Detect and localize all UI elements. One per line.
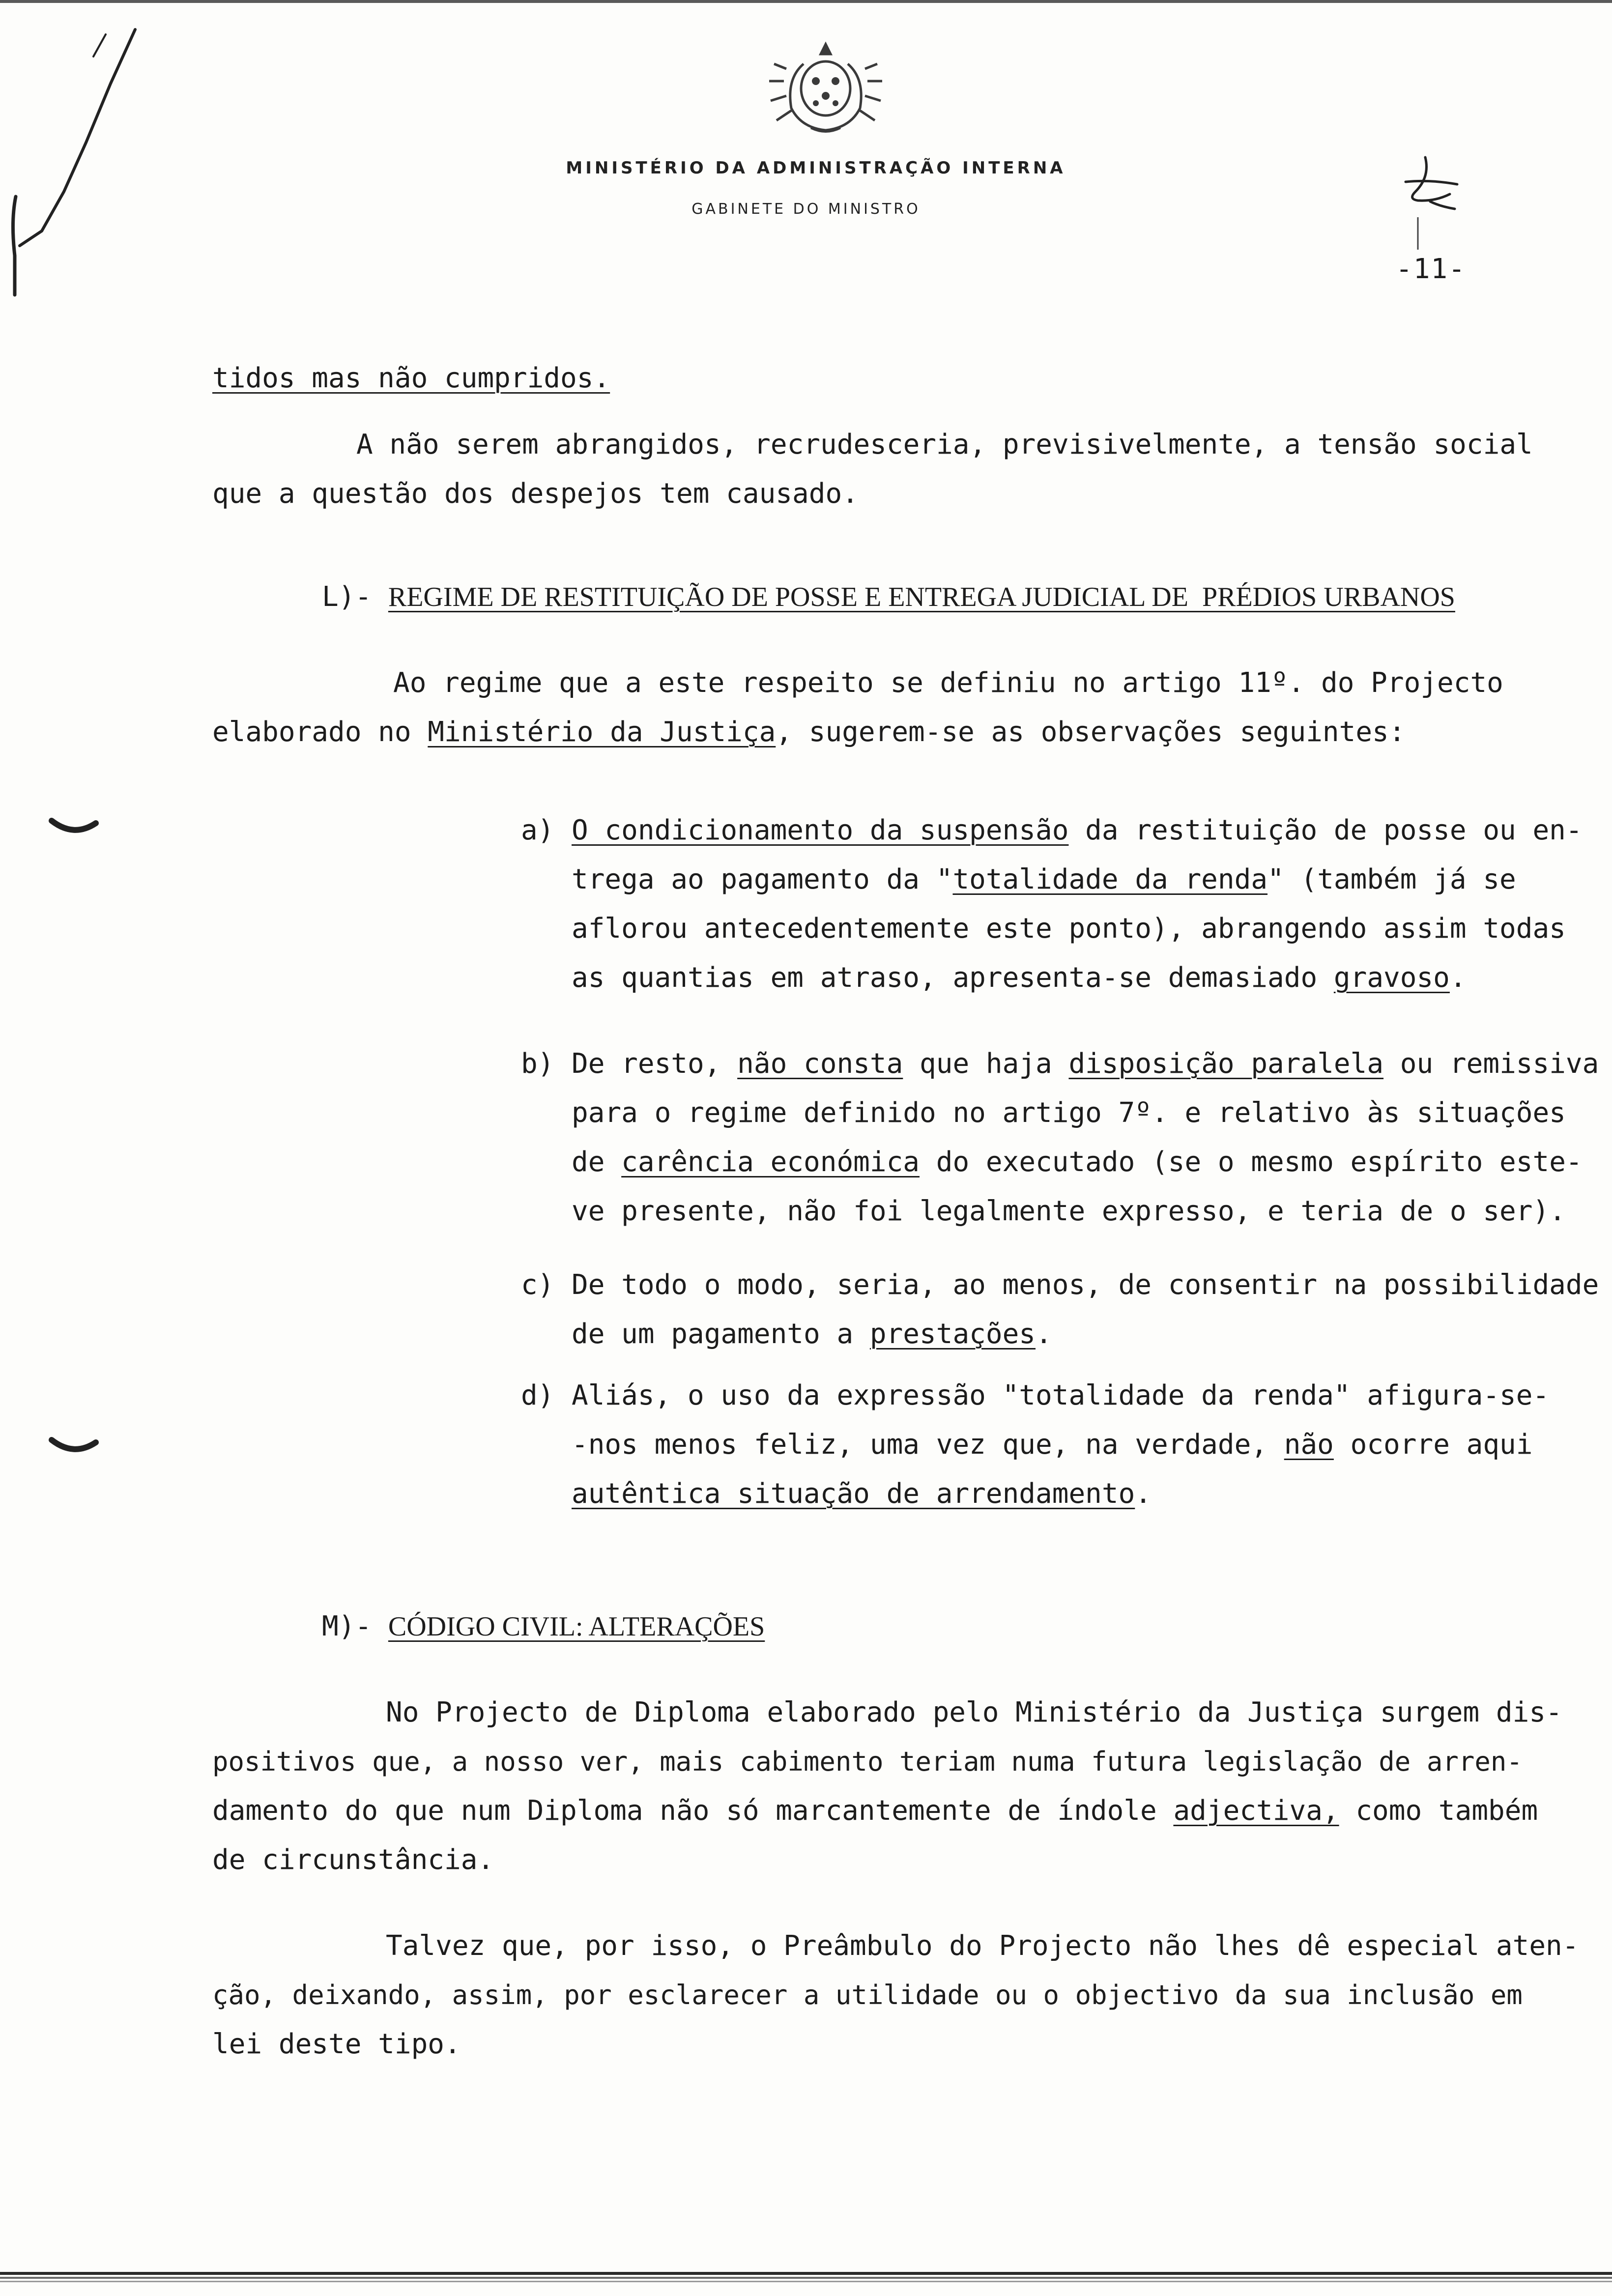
underlined-run: adjectiva, <box>1173 1795 1339 1827</box>
item-b-marker: b) <box>521 1048 554 1080</box>
item-d-marker: d) <box>521 1379 554 1411</box>
underlined-run: O condicionamento da suspensão <box>572 814 1069 846</box>
item-a-line1 <box>572 806 1583 855</box>
item-c-line1: De todo o modo, seria, ao menos, de consentir na possibilidade <box>572 1269 1599 1301</box>
text-run: , sugerem-se as observações seguintes: <box>776 716 1406 748</box>
underlined-run: não consta <box>737 1048 903 1080</box>
text-run: de um pagamento a <box>572 1318 870 1350</box>
item-c-marker: c) <box>521 1269 554 1301</box>
item-d-line1: Aliás, o uso da expressão "totalidade da renda" afigura-se- <box>572 1379 1550 1411</box>
item-a-line2 <box>572 855 1516 904</box>
coat-of-arms-icon <box>757 34 894 138</box>
continuation-line <box>212 354 610 403</box>
text-run: trega ao pagamento da " <box>572 863 953 895</box>
text-run: elaborado no <box>212 716 428 748</box>
section-m-para2-line1: Talvez que, por isso, o Preâmbulo do Projecto não lhes dê especial aten- <box>386 1930 1579 1962</box>
text-run: da restituição de posse ou en- <box>1068 814 1583 846</box>
underlined-run: carência económica <box>621 1146 920 1178</box>
text-run: . <box>1449 962 1467 994</box>
section-l-intro-line2 <box>212 708 1405 757</box>
underlined-run: gravoso <box>1333 962 1450 994</box>
item-a-marker: a) <box>521 814 554 846</box>
item-b-line3 <box>572 1138 1583 1187</box>
text-run: damento do que num Diploma não só marcantemente de índole <box>212 1795 1174 1827</box>
item-b-line2: para o regime definido no artigo 7º. e relativo às situações <box>572 1097 1566 1129</box>
section-l-heading <box>322 573 1455 622</box>
section-m-title: CÓDIGO CIVIL: ALTERAÇÕES <box>388 1611 765 1642</box>
item-b-line4: ve presente, não foi legalmente expresso, e teria de o ser). <box>572 1195 1566 1227</box>
text-run: . <box>1135 1478 1152 1510</box>
section-l-title: REGIME DE RESTITUIÇÃO DE POSSE E ENTREGA JUDICIAL DE PRÉDIOS URBANOS <box>388 582 1455 612</box>
page-number: -11- <box>1396 253 1466 285</box>
ministry-header: MINISTÉRIO DA ADMINISTRAÇÃO INTERNA <box>566 158 1066 178</box>
text-run: que haja <box>903 1048 1069 1080</box>
underlined-run: não <box>1284 1429 1334 1461</box>
text-run: ou remissiva <box>1383 1048 1599 1080</box>
text-run: ocorre aqui <box>1333 1429 1533 1461</box>
section-l-marker: L)- <box>322 581 372 613</box>
section-m-para1-line4: de circunstância. <box>212 1844 494 1876</box>
text-run: como também <box>1339 1795 1538 1827</box>
underlined-run: totalidade da renda <box>952 863 1268 895</box>
item-b-line1 <box>572 1039 1599 1089</box>
item-a-line4 <box>572 953 1467 1003</box>
text-run: do executado (se o mesmo espírito este- <box>920 1146 1583 1178</box>
para1-line1: A não serem abrangidos, recrudesceria, previsivelmente, a tensão social <box>356 429 1533 460</box>
text-run: De resto, <box>572 1048 738 1080</box>
item-d-line2 <box>572 1420 1532 1469</box>
cabinet-header: GABINETE DO MINISTRO <box>691 201 921 218</box>
section-m-para1-line1: No Projecto de Diploma elaborado pelo Ministério da Justiça surgem dis- <box>386 1696 1562 1728</box>
text-run: . <box>1036 1318 1052 1350</box>
para1-line2: que a questão dos despejos tem causado. <box>212 478 859 510</box>
section-m-heading <box>322 1602 765 1651</box>
margin-marks <box>0 0 157 2296</box>
handwritten-initial-icon <box>1396 147 1465 216</box>
handwritten-tick-icon <box>1415 216 1420 251</box>
continuation-text: tidos mas não cumpridos. <box>212 362 610 394</box>
section-l-intro-line1: Ao regime que a este respeito se definiu no artigo 11º. do Projecto <box>393 667 1503 699</box>
text-run: -nos menos feliz, uma vez que, na verdade, <box>572 1429 1284 1461</box>
item-d-line3 <box>572 1469 1151 1519</box>
item-a-line3: aflorou antecedentemente este ponto), abrangendo assim todas <box>572 913 1566 945</box>
underlined-run: disposição paralela <box>1068 1048 1384 1080</box>
text-run: as quantias em atraso, apresenta-se demasiado <box>572 962 1334 994</box>
item-c-line2 <box>572 1310 1052 1359</box>
section-m-para2-line2: ção, deixando, assim, por esclarecer a utilidade ou o objectivo da sua inclusão em <box>212 1980 1523 2010</box>
underlined-run: Ministério da Justiça <box>428 716 776 748</box>
text-run: de <box>572 1146 622 1178</box>
section-m-para1-line3 <box>212 1786 1538 1836</box>
section-m-para1-line2: positivos que, a nosso ver, mais cabimento teriam numa futura legislação de arren- <box>212 1746 1523 1777</box>
underlined-run: autêntica situação de arrendamento <box>572 1478 1135 1510</box>
scan-bottom-edge <box>0 2258 1612 2296</box>
underlined-run: prestações <box>869 1318 1036 1350</box>
page-top-edge <box>0 0 1612 3</box>
section-m-marker: M)- <box>322 1610 372 1642</box>
section-m-para2-line3: lei deste tipo. <box>212 2028 461 2060</box>
text-run: " (também já se <box>1267 863 1516 895</box>
